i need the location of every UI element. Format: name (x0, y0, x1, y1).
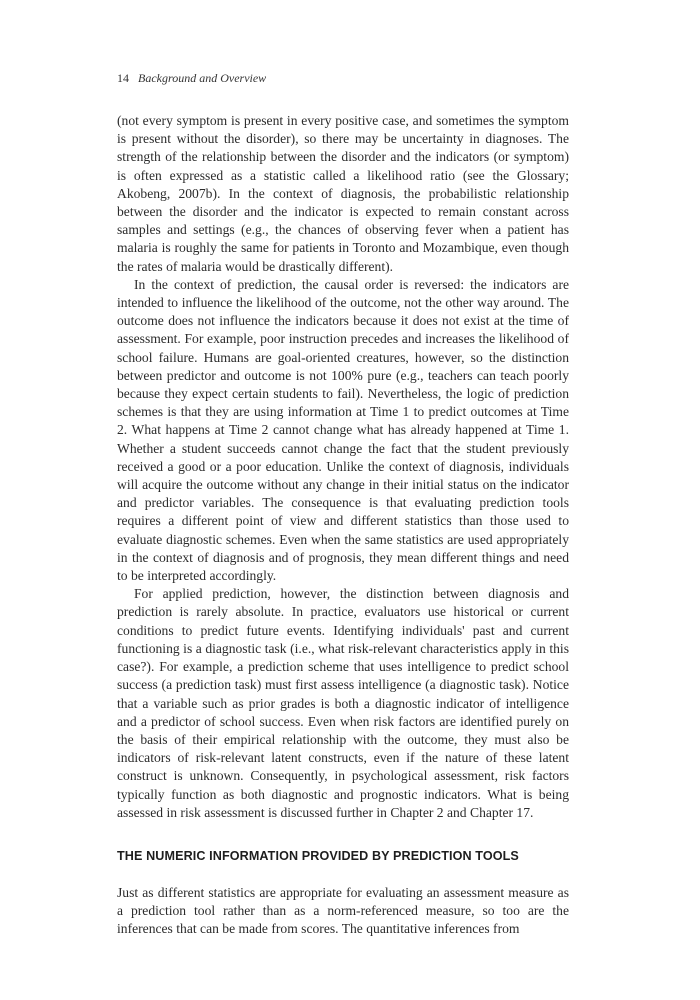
section-heading: THE NUMERIC INFORMATION PROVIDED BY PREDICTION TOOLS (117, 849, 519, 863)
running-head (117, 71, 266, 86)
paragraph-prediction-context: In the context of prediction, the causal order is reversed: the indicators are intended to influence the likelihood of the outcome, not the other way around. The outcome does not influence the indicators because it does not exist at the time of assessment. For example, poor instruction precedes and increases the likelihood of school failure. Humans are goal-oriented creatures, however, so the distinction between predictor and outcome is not 100% pure (e.g., teachers can teach poorly because they expect certain students to fail). Nevertheless, the logic of prediction schemes is that they are using information at Time 1 to predict outcomes at Time 2. What happens at Time 2 cannot change what has already happened at Time 1. Whether a student succeeds cannot change the fact that the student previously received a good or a poor education. Unlike the context of diagnosis, individuals will acquire the outcome without any change in their initial status on the indicator and predictor variables. The consequence is that evaluating prediction tools requires a different point of view and different statistics than those used to evaluate diagnostic schemes. Even when the same statistics are used appropriately in the context of diagnosis and of prognosis, they mean different things and need to be interpreted accordingly. (117, 276, 569, 584)
paragraph-numeric-information: Just as different statistics are appropriate for evaluating an assessment measure as a prediction tool rather than as a norm-referenced measure, so too are the inferences that can be made from scores. The quantitative inferences from (117, 885, 569, 937)
body-text-after-heading (117, 884, 569, 939)
paragraph-applied-prediction: For applied prediction, however, the distinction between diagnosis and prediction is rarely absolute. In practice, evaluators use historical or current conditions to predict future events. Identifying individuals' past and current functioning is a diagnostic task (i.e., what risk-relevant characteristics apply in this case?). For example, a prediction scheme that uses intelligence to predict school success (a prediction task) must first assess intelligence (a diagnostic task). Notice that a variable such as prior grades is both a diagnostic indicator of intelligence and a predictor of school success. Even when risk factors are identified purely on the basis of their empirical relationship with the outcome, they must also be indicators of risk-relevant latent constructs, even if the nature of these latent construct is unknown. Consequently, in psychological assessment, risk factors typically function as both diagnostic and prognostic indicators. What is being assessed in risk assessment is discussed further in Chapter 2 and Chapter 17. (117, 586, 569, 820)
body-text (117, 112, 569, 822)
paragraph-continued: (not every symptom is present in every positive case, and sometimes the symptom is present without the disorder), so there may be uncertainty in diagnoses. The strength of the relationship between the disorder and the indicators (or symptom) is often expressed as a statistic called a likelihood ratio (see the Glossary; Akobeng, 2007b). In the context of diagnosis, the probabilistic relationship between the disorder and the indicator is expected to remain constant across samples and settings (e.g., the chances of observing fever when a patient has malaria is roughly the same for patients in Toronto and Mozambique, even though the rates of malaria would be drastically different). (117, 113, 569, 274)
running-head-title: Background and Overview (138, 71, 267, 85)
page-number: 14 (117, 71, 129, 85)
